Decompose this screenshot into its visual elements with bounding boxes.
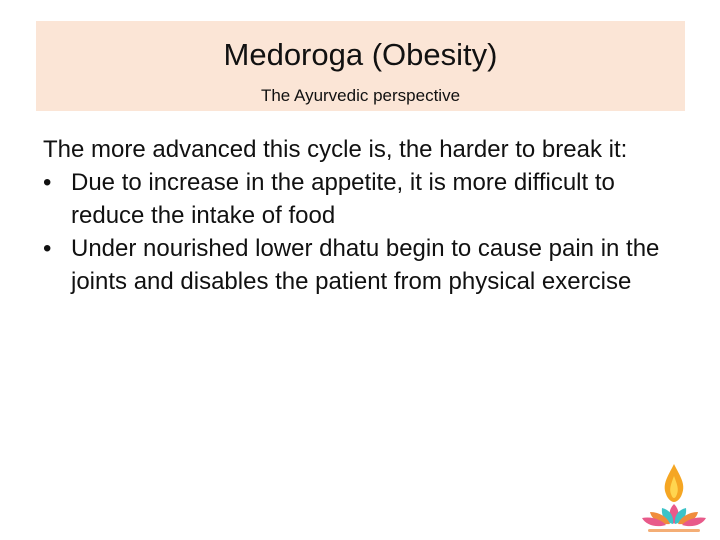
bullet-marker: • [43,235,52,262]
slide-body [43,133,683,298]
slide-title: Medoroga (Obesity) [223,37,498,72]
bullet-text: Under nourished lower dhatu begin to cause pain in the joints and disables the patient from physical exercise [71,235,660,295]
bullet-item [43,166,683,232]
bullet-text: Due to increase in the appetite, it is more difficult to reduce the intake of food [71,169,615,229]
bullet-list [43,166,683,298]
bullet-item [43,232,683,298]
intro-paragraph: The more advanced this cycle is, the harder to break it: [43,136,628,163]
bullet-marker: • [43,169,52,196]
slide-subtitle: The Ayurvedic perspective [260,86,461,105]
title-band [36,21,685,111]
diya-lamp-lotus-icon [636,462,712,538]
